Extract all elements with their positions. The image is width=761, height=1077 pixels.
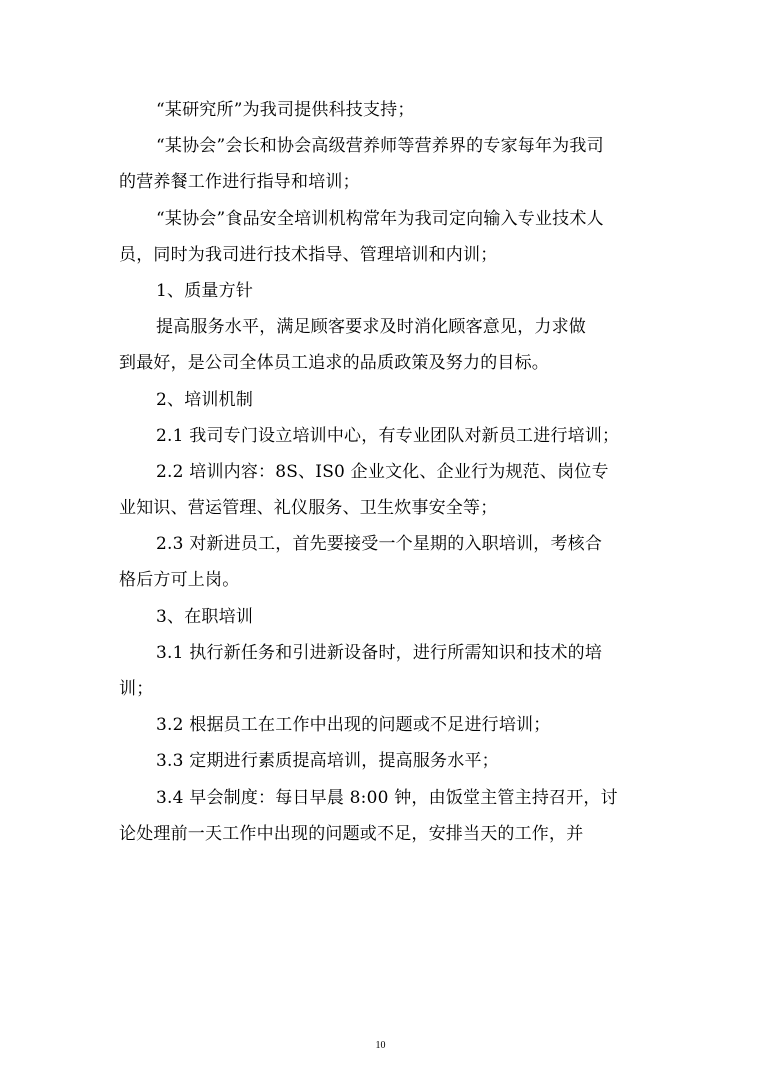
paragraph-line: 2.1 我司专门设立培训中心，有专业团队对新员工进行培训； <box>156 425 620 446</box>
page-number: 10 <box>375 1040 386 1051</box>
paragraph-line: 业知识、营运管理、礼仪服务、卫生炊事安全等； <box>119 498 498 519</box>
paragraph-line: “某研究所”为我司提供科技支持； <box>156 100 415 120</box>
paragraph-line: 3.1 执行新任务和引进新设备时，进行所需知识和技术的培 <box>156 642 603 663</box>
paragraph-line: 格后方可上岗。 <box>119 570 240 591</box>
paragraph-line: “某协会”会长和协会高级营养师等营养界的专家每年为我司 <box>156 136 604 157</box>
paragraph-line: 2.3 对新进员工，首先要接受一个星期的入职培训，考核合 <box>156 534 603 555</box>
paragraph-line: 3.4 早会制度：每日早晨 8:00 钟，由饭堂主管主持召开，讨 <box>156 787 618 808</box>
paragraph-line: 的营养餐工作进行指导和培训； <box>119 172 360 193</box>
paragraph-line: 3.2 根据员工在工作中出现的问题或不足进行培训； <box>156 715 551 736</box>
paragraph-line: “某协会”食品安全培训机构常年为我司定向输入专业技术人 <box>156 208 604 229</box>
paragraph-line: 提高服务水平，满足顾客要求及时消化顾客意见，力求做 <box>156 317 586 338</box>
section-heading: 2、培训机制 <box>156 389 254 410</box>
section-heading: 3、在职培训 <box>156 606 254 627</box>
paragraph-line: 员，同时为我司进行技术指导、管理培训和内训； <box>119 244 498 265</box>
paragraph-line: 论处理前一天工作中出现的问题或不足，安排当天的工作，并 <box>119 823 584 844</box>
paragraph-line: 3.3 定期进行素质提高培训，提高服务水平； <box>156 751 499 772</box>
paragraph-line: 训； <box>119 679 154 699</box>
section-heading: 1、质量方针 <box>156 280 254 301</box>
document-body <box>119 92 639 852</box>
paragraph-line: 到最好，是公司全体员工追求的品质政策及努力的目标。 <box>119 353 549 374</box>
paragraph-line: 2.2 培训内容：8S、IS0 企业文化、企业行为规范、岗位专 <box>156 461 609 482</box>
